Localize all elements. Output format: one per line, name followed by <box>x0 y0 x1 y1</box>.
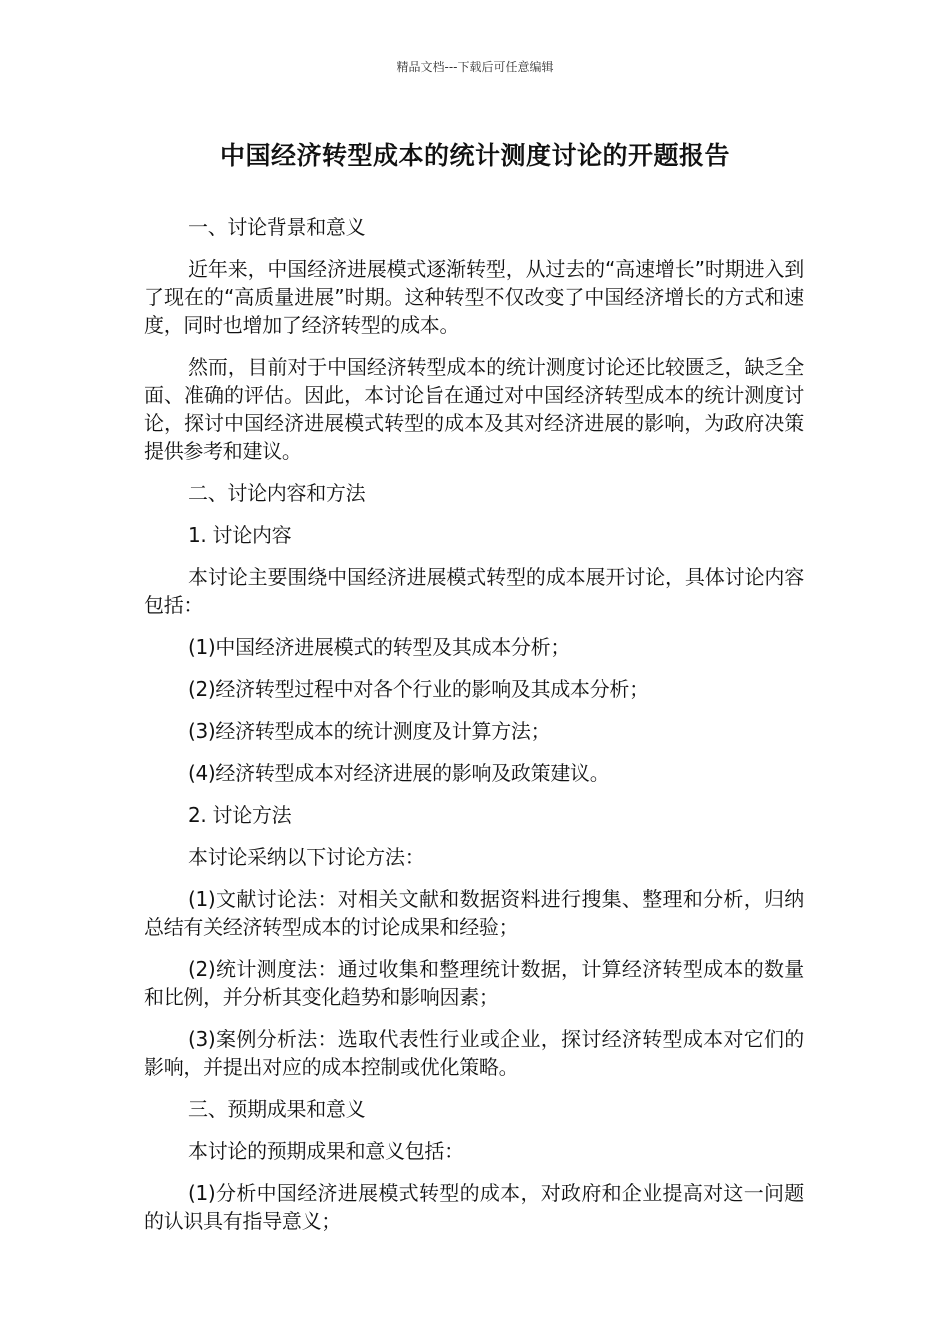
list-item: (1)中国经济进展模式的转型及其成本分析； <box>188 635 571 659</box>
subheading: 1. 讨论内容 <box>188 523 292 547</box>
list-item: (4)经济转型成本对经济进展的影响及政策建议。 <box>188 761 610 785</box>
list-item: (3)经济转型成本的统计测度及计算方法； <box>188 719 551 743</box>
paragraph: 本讨论的预期成果和意义包括： <box>188 1139 464 1163</box>
subheading: 2. 讨论方法 <box>188 803 292 827</box>
method-item: (1)文献讨论法：对相关文献和数据资料进行搜集、整理和分析，归纳总结有关经济转型成本的讨论成果和经验； <box>144 887 804 939</box>
paragraph: 本讨论主要围绕中国经济进展模式转型的成本展开讨论，具体讨论内容包括： <box>144 565 804 617</box>
method-item: (3)案例分析法：选取代表性行业或企业，探讨经济转型成本对它们的影响，并提出对应的成本控制或优化策略。 <box>144 1027 804 1079</box>
section-heading-3: 三、预期成果和意义 <box>188 1097 366 1121</box>
section-heading-1: 一、讨论背景和意义 <box>188 215 366 239</box>
method-item: (2)统计测度法：通过收集和整理统计数据，计算经济转型成本的数量和比例，并分析其变化趋势和影响因素； <box>144 957 804 1009</box>
document-body <box>144 213 804 1249</box>
paragraph: 近年来，中国经济进展模式逐渐转型，从过去的“高速增长”时期进入到了现在的“高质量进展”时期。这种转型不仅改变了中国经济增长的方式和速度，同时也增加了经济转型的成本。 <box>144 257 804 337</box>
header-note: 精品文档---下载后可任意编辑 <box>396 60 554 74</box>
page-title: 中国经济转型成本的统计测度讨论的开题报告 <box>219 141 730 170</box>
paragraph: 然而，目前对于中国经济转型成本的统计测度讨论还比较匮乏，缺乏全面、准确的评估。因此，本讨论旨在通过对中国经济转型成本的统计测度讨论，探讨中国经济进展模式转型的成本及其对经济进展的影响，为政府决策提供参考和建议。 <box>144 355 804 463</box>
list-item: (2)经济转型过程中对各个行业的影响及其成本分析； <box>188 677 649 701</box>
section-heading-2: 二、讨论内容和方法 <box>188 481 366 505</box>
paragraph: 本讨论采纳以下讨论方法： <box>188 845 425 869</box>
list-item: (1)分析中国经济进展模式转型的成本，对政府和企业提高对这一问题的认识具有指导意义； <box>144 1181 804 1233</box>
